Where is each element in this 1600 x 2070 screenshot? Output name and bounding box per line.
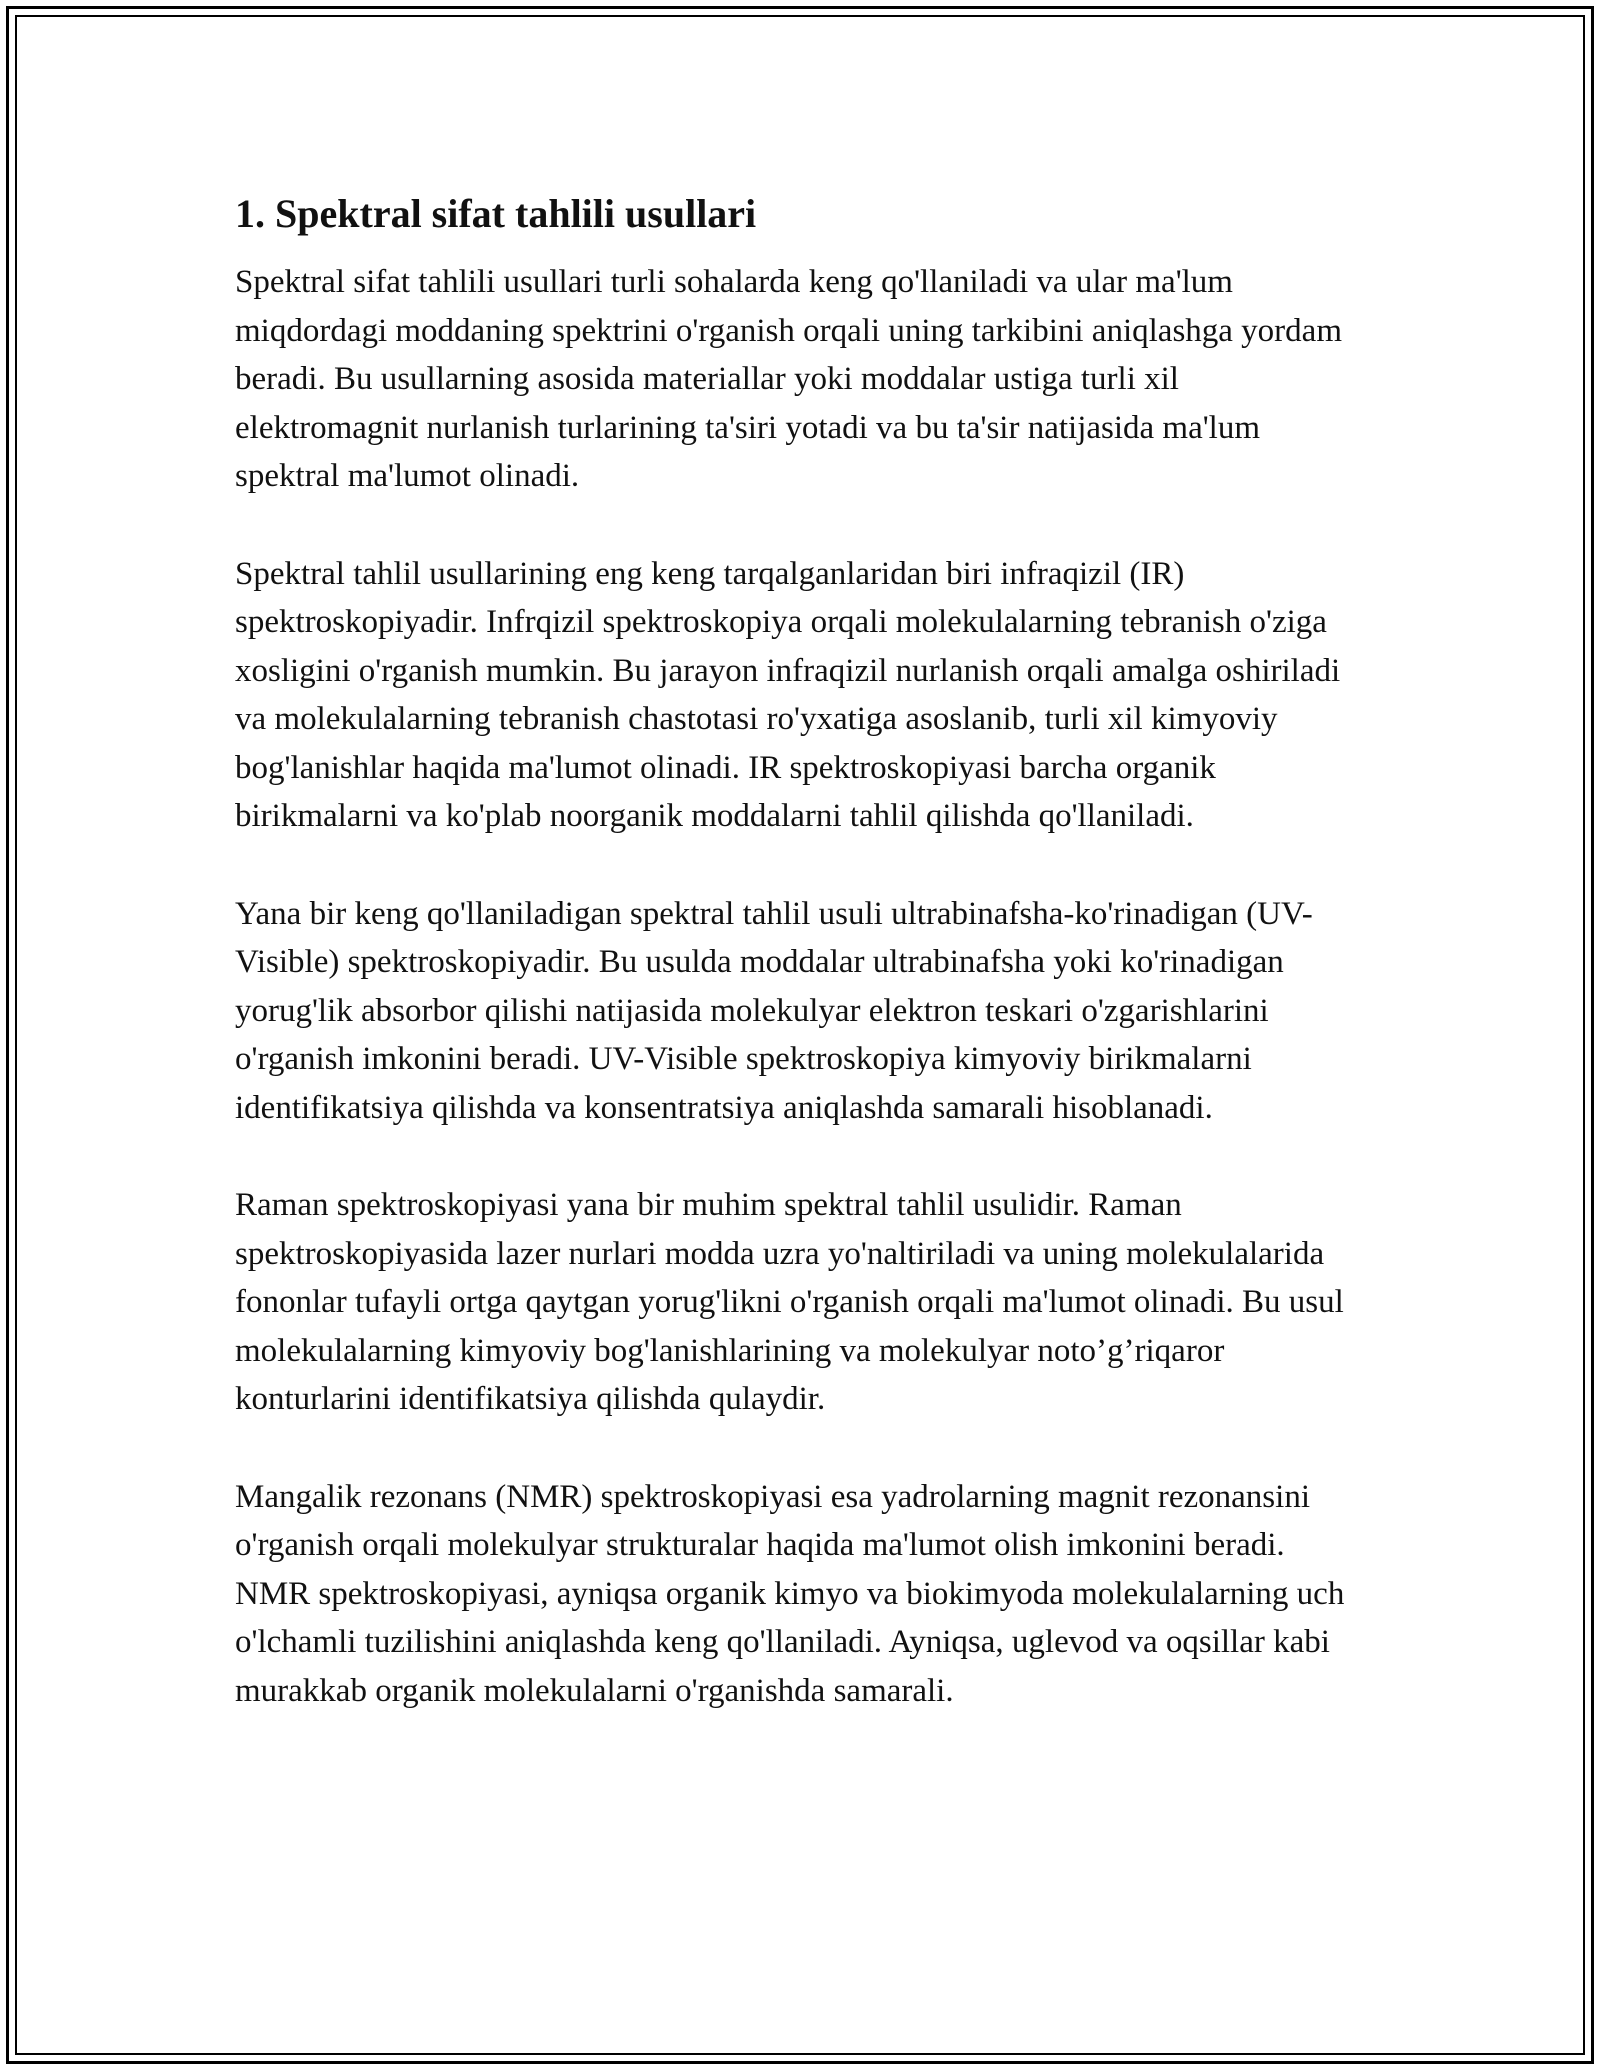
paragraph-uv-visible-spectroscopy: Yana bir keng qo'llaniladigan spektral tahlil usuli ultrabinafsha-ko'rinadigan (UV-Visible) spektroskopiyadir. Bu usulda moddalar ultrabinafsha yoki ko'rinadigan yorug'lik absorbor qilishi natijasida molekulyar elektron teskari o'zgarishlarini o'rganish imkonini beradi. UV-Visible spektroskopiya kimyoviy birikmalarni identifikatsiya qilishda va konsentratsiya aniqlashda samarali hisoblanadi. (235, 895, 1313, 1126)
section-title: 1. Spektral sifat tahlili usullari (235, 191, 757, 236)
document-body (235, 188, 1365, 1715)
paragraph-raman-spectroscopy: Raman spektroskopiyasi yana bir muhim spektral tahlil usulidir. Raman spektroskopiyasida lazer nurlari modda uzra yo'naltiriladi va uning molekulalarida fononlar tufayli ortga qaytgan yorug'likni o'rganish orqali ma'lumot olinadi. Bu usul molekulalarning kimyoviy bog'lanishlarining va molekulyar noto’g’riqaror konturlarini identifikatsiya qilishda qulaydir. (235, 1187, 1344, 1417)
paragraph-intro: Spektral sifat tahlili usullari turli sohalarda keng qo'llaniladi va ular ma'lum miqdordagi moddaning spektrini o'rganish orqali uning tarkibini aniqlashga yordam beradi. Bu usullarning asosida materiallar yoki moddalar ustiga turli xil elektromagnit nurlanish turlarining ta'siri yotadi va bu ta'sir natijasida ma'lum spektral ma'lumot olinadi. (235, 264, 1342, 494)
paragraph-nmr-spectroscopy: Mangalik rezonans (NMR) spektroskopiyasi esa yadrolarning magnit rezonansini o'rganish orqali molekulyar strukturalar haqida ma'lumot olish imkonini beradi. NMR spektroskopiyasi, ayniqsa organik kimyo va biokimyoda molekulalarning uch o'lchamli tuzilishini aniqlashda keng qo'llaniladi. Ayniqsa, uglevod va oqsillar kabi murakkab organik molekulalarni o'rganishda samarali. (235, 1478, 1345, 1709)
paragraph-ir-spectroscopy: Spektral tahlil usullarining eng keng tarqalganlaridan biri infraqizil (IR) spektroskopiyadir. Infrqizil spektroskopiya orqali molekulalarning tebranish o'ziga xosligini o'rganish mumkin. Bu jarayon infraqizil nurlanish orqali amalga oshiriladi va molekulalarning tebranish chastotasi ro'yxatiga asoslanib, turli xil kimyoviy bog'lanishlar haqida ma'lumot olinadi. IR spektroskopiyasi barcha organik birikmalarni va ko'plab noorganik moddalarni tahlil qilishda qo'llaniladi. (235, 555, 1341, 834)
